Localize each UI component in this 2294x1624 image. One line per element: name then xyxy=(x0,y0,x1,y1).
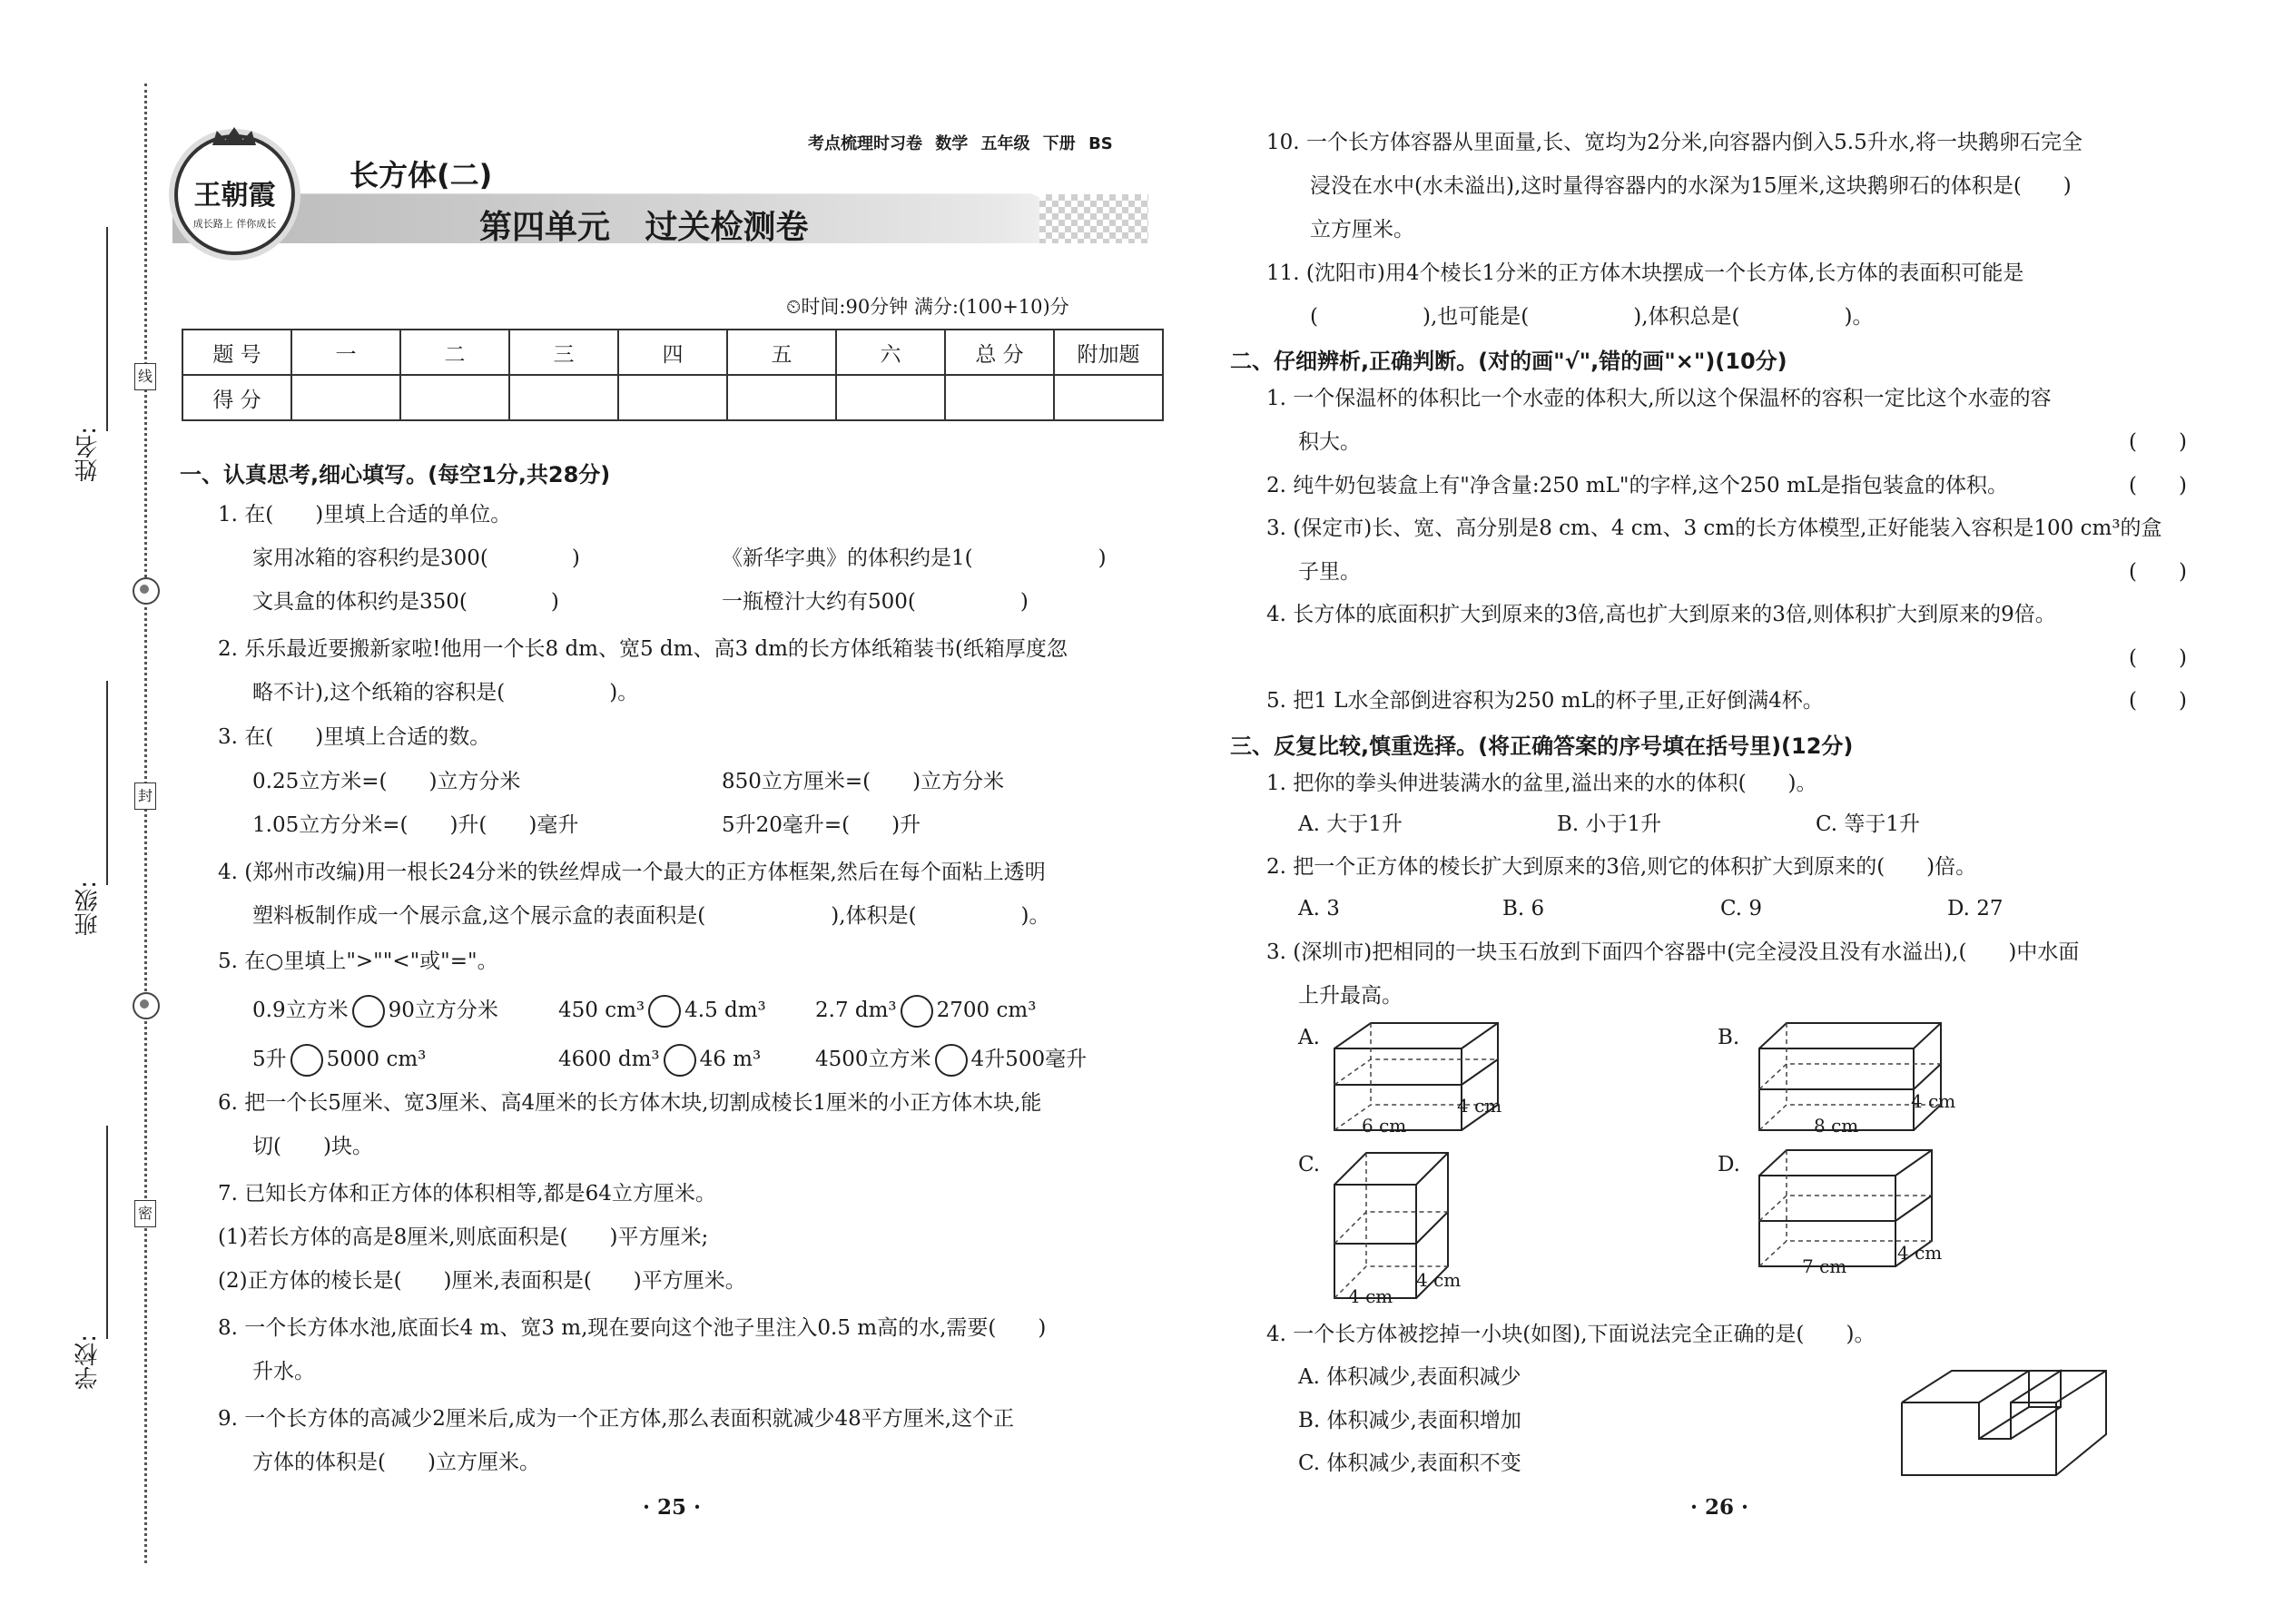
score-cell: 二 xyxy=(400,330,509,375)
judge-1-text: 1. 一个保温杯的体积比一个水壶的体积大,所以这个保温杯的容积一定比这个水壶的容 xyxy=(1266,387,2052,410)
compare-left: 2.7 dm³ xyxy=(815,999,897,1022)
compare-right: 90立方分米 xyxy=(388,999,498,1022)
q3b-text: 850立方厘米=( )立方分米 xyxy=(722,770,1005,793)
choice-1-c[interactable]: C. 等于1升 xyxy=(1816,812,1921,836)
figure-b-label[interactable]: B. xyxy=(1718,1026,1740,1049)
compare-left: 4600 dm³ xyxy=(558,1048,660,1071)
container-b-figure xyxy=(1750,1021,1968,1139)
figure-a-height: 4 cm xyxy=(1457,1095,1502,1117)
q9-text: 9. 一个长方体的高减少2厘米后,成为一个正方体,那么表面积就减少48平方厘米,这个正 xyxy=(218,1407,1015,1431)
score-header-row xyxy=(182,330,1163,375)
compare-circle-input[interactable] xyxy=(935,1044,968,1077)
q10-text-cont2: 立方厘米。 xyxy=(1310,218,1414,241)
logo-badge xyxy=(174,134,295,255)
choice-2-a[interactable]: A. 3 xyxy=(1298,897,1340,920)
q11-text: 11. (沈阳市)用4个棱长1分米的正方体木块摆成一个长方体,长方体的表面积可能是 xyxy=(1266,261,2024,285)
q1d-text: 一瓶橙汁大约有500( ) xyxy=(722,590,1029,614)
score-input[interactable] xyxy=(400,375,509,420)
figure-d-width: 7 cm xyxy=(1802,1255,1847,1277)
compare-right: 4.5 dm³ xyxy=(684,999,766,1022)
score-input[interactable] xyxy=(945,375,1054,420)
q8-text-cont: 升水。 xyxy=(252,1360,315,1383)
q5-row2a xyxy=(252,1044,426,1077)
compare-circle-input[interactable] xyxy=(352,995,385,1028)
q1a-text: 家用冰箱的容积约是300( ) xyxy=(252,546,580,570)
q7-text: 7. 已知长方体和正方体的体积相等,都是64立方厘米。 xyxy=(218,1182,716,1206)
compare-left: 4500立方米 xyxy=(815,1048,931,1071)
judge-4-answer[interactable]: ( ) xyxy=(2129,646,2187,670)
choice-1-a[interactable]: A. 大于1升 xyxy=(1298,812,1403,836)
binding-hole-icon xyxy=(133,992,160,1019)
score-input[interactable] xyxy=(291,375,400,420)
section-1-heading: 一、认真思考,细心填写。(每空1分,共28分) xyxy=(180,462,611,487)
header-checker xyxy=(1039,194,1148,243)
school-line xyxy=(106,1126,108,1339)
compare-right: 2700 cm³ xyxy=(936,999,1037,1022)
q1-text: 1. 在( )里填上合适的单位。 xyxy=(218,503,512,527)
q5-row1a xyxy=(252,995,498,1028)
q5-row2b xyxy=(558,1044,761,1077)
name-label: 姓名: xyxy=(74,427,102,482)
compare-circle-input[interactable] xyxy=(290,1044,323,1077)
choice-4-c[interactable]: C. 体积减少,表面积不变 xyxy=(1298,1452,1521,1475)
class-line xyxy=(106,681,108,885)
choice-4-a[interactable]: A. 体积减少,表面积减少 xyxy=(1298,1365,1521,1389)
school-label: 学校: xyxy=(74,1334,102,1390)
judge-5-answer[interactable]: ( ) xyxy=(2129,689,2187,713)
q4-text: 4. (郑州市改编)用一根长24分米的铁丝焊成一个最大的正方体框架,然后在每个面粘上透明 xyxy=(218,861,1046,884)
binding-hole-icon xyxy=(133,577,160,605)
score-input[interactable] xyxy=(836,375,945,420)
seal-mi: 密 xyxy=(134,1200,156,1227)
class-label: 班级: xyxy=(74,881,102,936)
choice-4-text: 4. 一个长方体被挖掉一小块(如图),下面说法完全正确的是( )。 xyxy=(1266,1323,1876,1346)
q3a-text: 0.25立方米=( )立方分米 xyxy=(252,770,521,793)
q1c-text: 文具盒的体积约是350( ) xyxy=(252,590,559,614)
q7b-text: (2)正方体的棱长是( )厘米,表面积是( )平方厘米。 xyxy=(218,1269,746,1293)
score-input[interactable] xyxy=(1054,375,1163,420)
compare-circle-input[interactable] xyxy=(664,1044,696,1077)
q5-row1b xyxy=(558,995,766,1028)
q3-text: 3. 在( )里填上合适的数。 xyxy=(218,725,491,749)
score-input[interactable] xyxy=(618,375,727,420)
judge-5-text: 5. 把1 L水全部倒进容积为250 mL的杯子里,正好倒满4杯。 xyxy=(1266,689,1824,713)
choice-2-c[interactable]: C. 9 xyxy=(1720,897,1763,920)
q6-text-cont: 切( )块。 xyxy=(252,1135,373,1158)
seal-feng: 封 xyxy=(134,782,156,810)
judge-3-text-cont: 子里。 xyxy=(1298,560,1361,584)
judge-2-answer[interactable]: ( ) xyxy=(2129,474,2187,497)
compare-left: 0.9立方米 xyxy=(252,999,349,1022)
time-info: ⏲时间:90分钟 满分:(100+10)分 xyxy=(786,296,1069,318)
q6-text: 6. 把一个长5厘米、宽3厘米、高4厘米的长方体木块,切割成棱长1厘米的小正方体木块,能 xyxy=(218,1091,1042,1115)
q5-row2c xyxy=(815,1044,1087,1077)
q10-text-cont: 浸没在水中(水未溢出),这时量得容器内的水深为15厘米,这块鹅卵石的体积是( ) xyxy=(1310,174,2072,198)
figure-a-label[interactable]: A. xyxy=(1298,1026,1320,1049)
q4-text-cont: 塑料板制作成一个展示盒,这个展示盒的表面积是( ),体积是( )。 xyxy=(252,904,1050,928)
choice-2-text: 2. 把一个正方体的棱长扩大到原来的3倍,则它的体积扩大到原来的( )倍。 xyxy=(1266,855,1977,879)
q3c-text: 1.05立方分米=( )升( )毫升 xyxy=(252,813,579,837)
score-cell: 一 xyxy=(291,330,400,375)
q11-text-cont: ( ),也可能是( ),体积总是( )。 xyxy=(1310,305,1874,329)
compare-left: 5升 xyxy=(252,1048,287,1071)
figure-b-width: 8 cm xyxy=(1814,1115,1859,1137)
figure-d-label[interactable]: D. xyxy=(1718,1153,1740,1176)
q2-text: 2. 乐乐最近要搬新家啦!他用一个长8 dm、宽5 dm、高3 dm的长方体纸箱装书(纸箱厚度忽 xyxy=(218,637,1068,661)
score-table xyxy=(182,329,1164,421)
score-cell: 四 xyxy=(618,330,727,375)
choice-3-text-cont: 上升最高。 xyxy=(1298,984,1403,1008)
container-a-figure xyxy=(1325,1021,1525,1139)
figure-c-label[interactable]: C. xyxy=(1298,1153,1321,1176)
q3d-text: 5升20毫升=( )升 xyxy=(722,813,921,837)
compare-right: 4升500毫升 xyxy=(970,1048,1088,1071)
score-cell: 得 分 xyxy=(182,375,291,420)
compare-circle-input[interactable] xyxy=(901,995,933,1028)
score-cell: 五 xyxy=(727,330,836,375)
q10-text: 10. 一个长方体容器从里面量,长、宽均为2分米,向容器内倒入5.5升水,将一块鹅卵石完全 xyxy=(1266,131,2083,154)
score-cell: 六 xyxy=(836,330,945,375)
figure-a-width: 6 cm xyxy=(1362,1115,1407,1137)
unit-subtitle: 长方体(二) xyxy=(350,158,493,192)
choice-1-text: 1. 把你的拳头伸进装满水的盆里,溢出来的水的体积( )。 xyxy=(1266,772,1817,795)
score-value-row xyxy=(182,375,1163,420)
compare-left: 450 cm³ xyxy=(558,999,645,1022)
logo-text: 王朝霞 xyxy=(193,180,276,212)
compare-circle-input[interactable] xyxy=(648,995,681,1028)
score-input[interactable] xyxy=(509,375,618,420)
compare-right: 5000 cm³ xyxy=(326,1048,427,1071)
score-cell: 题 号 xyxy=(182,330,291,375)
section-3-heading: 三、反复比较,慎重选择。(将正确答案的序号填在括号里)(12分) xyxy=(1230,733,1854,759)
notched-cuboid-figure xyxy=(1893,1366,2120,1480)
page-number-right: · 26 · xyxy=(1690,1495,1749,1520)
compare-right: 46 m³ xyxy=(699,1048,762,1071)
choice-2-d[interactable]: D. 27 xyxy=(1947,897,2004,920)
crown-icon xyxy=(212,127,256,145)
seal-xian: 线 xyxy=(134,363,156,390)
figure-b-height: 4 cm xyxy=(1911,1090,1956,1112)
judge-2-text: 2. 纯牛奶包装盒上有"净含量:250 mL"的字样,这个250 mL是指包装盒的体积。 xyxy=(1266,474,2009,497)
q2-text-cont: 略不计),这个纸箱的容积是( )。 xyxy=(252,681,639,704)
score-cell: 附加题 xyxy=(1054,330,1163,375)
q7a-text: (1)若长方体的高是8厘米,则底面积是( )平方厘米; xyxy=(218,1225,709,1249)
judge-3-answer[interactable]: ( ) xyxy=(2129,560,2187,584)
choice-3-text: 3. (深圳市)把相同的一块玉石放到下面四个容器中(完全浸没且没有水溢出),( )中水面 xyxy=(1266,940,2080,964)
judge-1-answer[interactable]: ( ) xyxy=(2129,430,2187,454)
q5-text: 5. 在○里填上">""<"或"="。 xyxy=(218,950,498,973)
choice-1-b[interactable]: B. 小于1升 xyxy=(1557,812,1662,836)
q5-row1c xyxy=(815,995,1036,1028)
page-title: 第四单元 过关检测卷 xyxy=(479,209,809,246)
section-2-heading: 二、仔细辨析,正确判断。(对的画"√",错的画"×")(10分) xyxy=(1230,349,1787,374)
figure-d-height: 4 cm xyxy=(1897,1242,1943,1264)
judge-3-text: 3. (保定市)长、宽、高分别是8 cm、4 cm、3 cm的长方体模型,正好能装入容积是100 cm³的盒 xyxy=(1266,517,2162,540)
figure-c-height: 4 cm xyxy=(1416,1269,1462,1291)
choice-2-b[interactable]: B. 6 xyxy=(1502,897,1545,920)
page-number-left: · 25 · xyxy=(643,1495,702,1520)
score-cell: 三 xyxy=(509,330,618,375)
series-info: 考点梳理时习卷 数学 五年级 下册 BS xyxy=(808,134,1113,153)
q9-text-cont: 方体的体积是( )立方厘米。 xyxy=(252,1451,540,1474)
q8-text: 8. 一个长方体水池,底面长4 m、宽3 m,现在要向这个池子里注入0.5 m高的水,需要( ) xyxy=(218,1316,1047,1340)
binding-dotted-line xyxy=(144,84,147,1563)
figure-c-width: 4 cm xyxy=(1348,1285,1393,1307)
judge-1-text-cont: 积大。 xyxy=(1298,430,1361,454)
score-cell: 总 分 xyxy=(945,330,1054,375)
judge-4-text: 4. 长方体的底面积扩大到原来的3倍,高也扩大到原来的3倍,则体积扩大到原来的9倍。 xyxy=(1266,603,2056,626)
q1b-text: 《新华字典》的体积约是1( ) xyxy=(722,546,1107,570)
name-line xyxy=(106,227,108,431)
score-input[interactable] xyxy=(727,375,836,420)
choice-4-b[interactable]: B. 体积减少,表面积增加 xyxy=(1298,1409,1521,1432)
logo-sub: 成长路上 伴你成长 xyxy=(192,218,277,230)
